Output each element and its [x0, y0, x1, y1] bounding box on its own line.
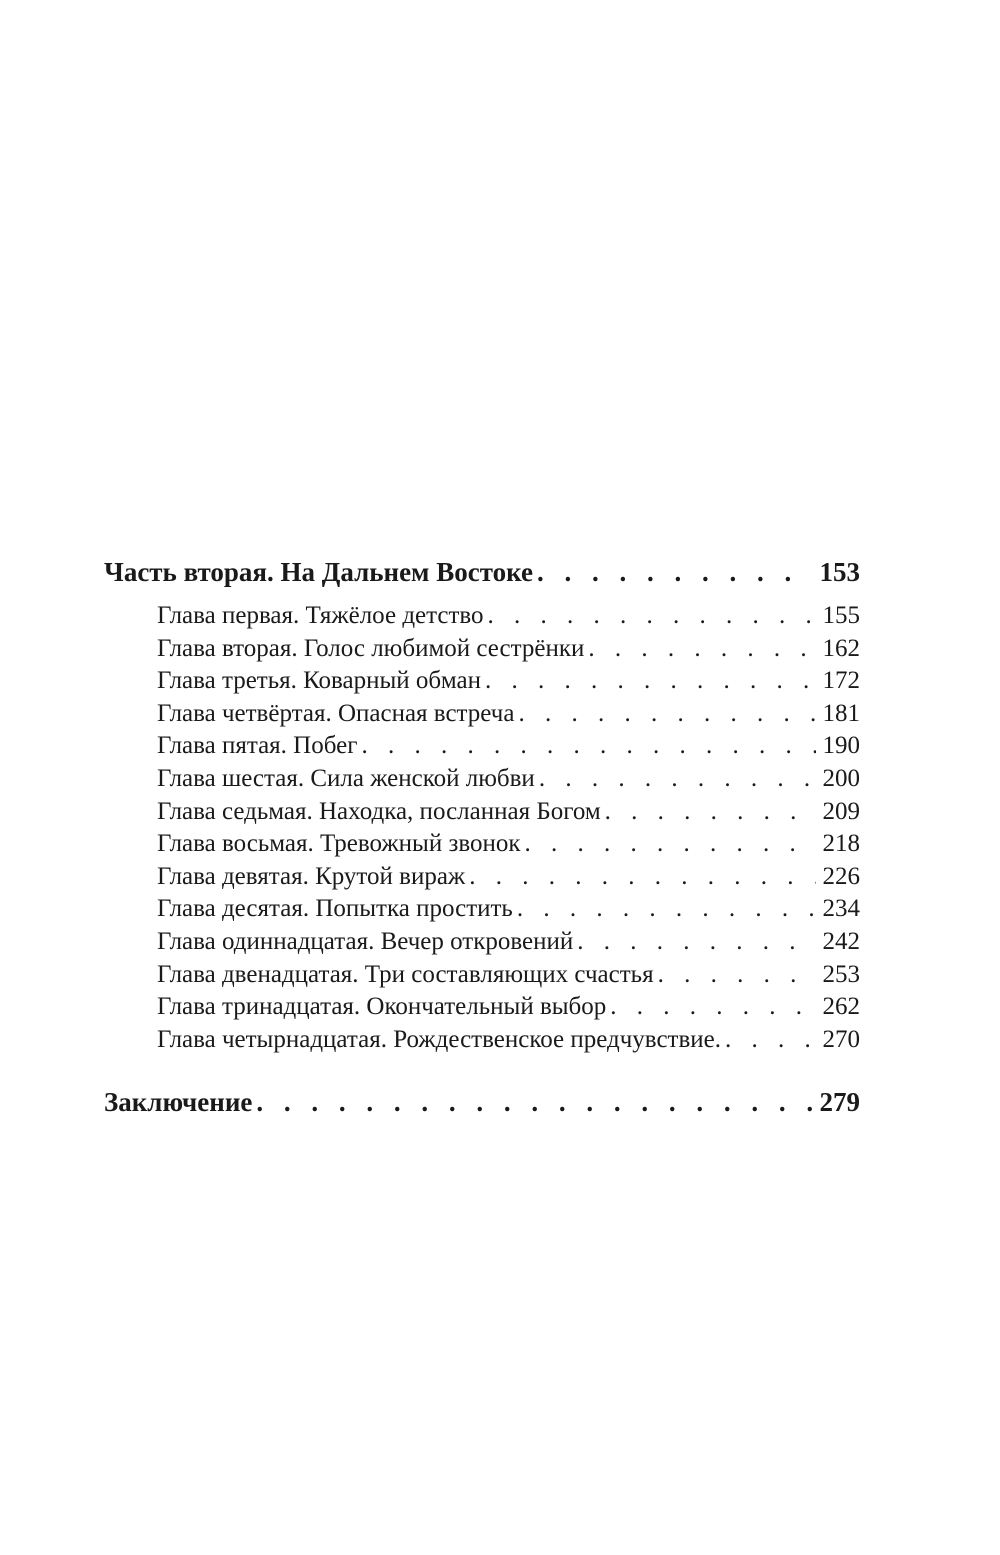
- toc-chapter-title: Глава вторая. Голос любимой сестрёнки: [157, 634, 585, 662]
- toc-chapter-page: 162: [822, 634, 860, 662]
- toc-chapter-page: 155: [822, 602, 860, 629]
- toc-chapter-title: Глава девятая. Крутой вираж: [157, 862, 466, 890]
- toc-conclusion-entry: [104, 1080, 860, 1124]
- toc-chapter-title: Глава четырнадцатая. Рождественское предчувствие.: [157, 1025, 722, 1053]
- dot-leader: [485, 665, 816, 698]
- toc-chapter-entry: [104, 959, 860, 992]
- toc-chapter-title: Глава седьмая. Находка, посланная Богом: [157, 797, 601, 825]
- toc-part-entry: [104, 550, 860, 594]
- toc-chapter-title: Глава четвёртая. Опасная встреча: [157, 699, 515, 727]
- dot-leader: [525, 828, 816, 861]
- toc-part-page: 153: [819, 557, 860, 587]
- toc-chapter-entry: [104, 893, 860, 926]
- toc-chapter-entry: [104, 796, 860, 829]
- toc-chapter-page: 242: [822, 927, 860, 955]
- dot-leader: [518, 698, 816, 731]
- toc-chapter-entry: [104, 828, 860, 861]
- toc-chapter-page: 200: [822, 764, 860, 792]
- dot-leader: [488, 600, 816, 633]
- dot-leader: [577, 926, 816, 959]
- toc-chapter-page: 172: [822, 667, 860, 695]
- dot-leader: [658, 959, 816, 992]
- dot-leader: [256, 1080, 812, 1124]
- toc-conclusion-page: 279: [819, 1087, 860, 1118]
- dot-leader: [588, 633, 816, 666]
- toc-chapter-page: 226: [822, 862, 860, 890]
- toc-chapter-page: 190: [822, 732, 860, 760]
- dot-leader: [537, 550, 812, 594]
- toc-chapter-list: [104, 600, 860, 1056]
- toc-chapter-page: 262: [822, 993, 860, 1021]
- toc-chapter-title: Глава двенадцатая. Три составляющих счастья: [157, 960, 654, 988]
- toc-chapter-title: Глава тринадцатая. Окончательный выбор: [157, 993, 607, 1021]
- dot-leader: [469, 861, 816, 894]
- toc-chapter-title: Глава десятая. Попытка простить: [157, 895, 513, 923]
- toc-chapter-title: Глава восьмая. Тревожный звонок: [157, 830, 521, 858]
- dot-leader: [610, 991, 816, 1024]
- section-spacer: [104, 1056, 860, 1080]
- toc-part-title: Часть вторая. На Дальнем Востоке: [104, 557, 533, 587]
- dot-leader: [517, 893, 816, 926]
- toc-chapter-page: 234: [822, 895, 860, 923]
- toc-chapter-entry: [104, 861, 860, 894]
- dot-leader: [361, 730, 816, 763]
- toc-conclusion-title: Заключение: [104, 1087, 253, 1118]
- table-of-contents: [104, 550, 860, 1124]
- dot-leader: [539, 763, 816, 796]
- toc-chapter-entry: [104, 991, 860, 1024]
- toc-chapter-entry: [104, 926, 860, 959]
- toc-chapter-title: Глава третья. Коварный обман: [157, 667, 482, 695]
- toc-chapter-page: 270: [822, 1025, 860, 1053]
- toc-chapter-entry: [104, 763, 860, 796]
- toc-chapter-entry: [104, 665, 860, 698]
- toc-chapter-title: Глава шестая. Сила женской любви: [157, 764, 535, 792]
- toc-chapter-entry: [104, 633, 860, 666]
- toc-chapter-entry: [104, 1024, 860, 1057]
- toc-chapter-page: 181: [822, 699, 860, 727]
- toc-chapter-page: 218: [822, 830, 860, 858]
- dot-leader: [605, 796, 816, 829]
- toc-chapter-title: Глава пятая. Побег: [157, 732, 358, 760]
- toc-chapter-entry: [104, 600, 860, 633]
- toc-chapter-entry: [104, 730, 860, 763]
- toc-chapter-page: 209: [822, 797, 860, 825]
- toc-chapter-title: Глава одиннадцатая. Вечер откровений: [157, 927, 574, 955]
- toc-chapter-page: 253: [822, 960, 860, 988]
- dot-leader: [725, 1024, 816, 1057]
- toc-chapter-title: Глава первая. Тяжёлое детство: [157, 602, 484, 629]
- toc-chapter-entry: [104, 698, 860, 731]
